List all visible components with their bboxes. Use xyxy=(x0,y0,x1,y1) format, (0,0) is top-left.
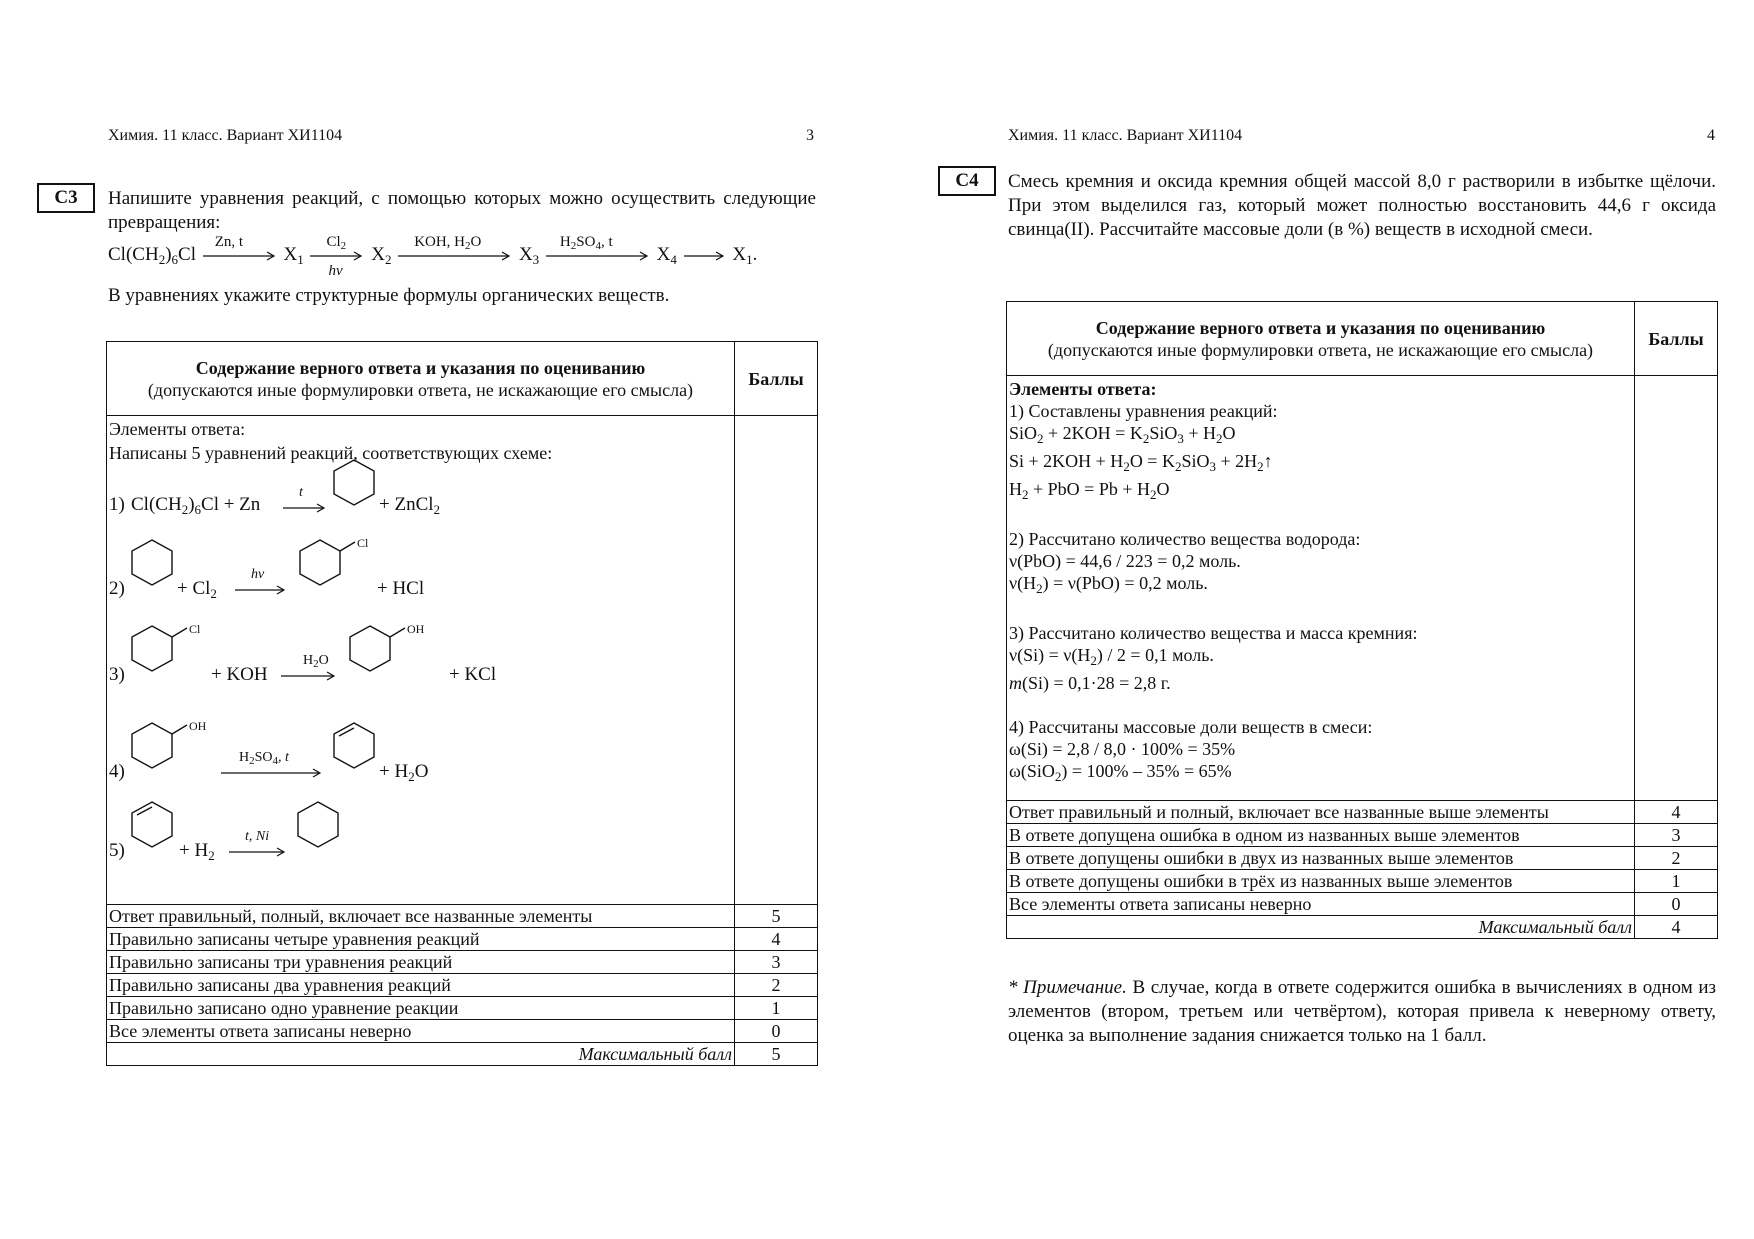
answer-elements: Элементы ответа: Написаны 5 уравнений реакций, соответствующих схеме: 1) $Cl(CH_2)_6Cl + Zn$ t + ZnCl$_2$ 2) + $Cl_2$ hν Cl + HCl 3) Cl + KOH $H_2O$ OH + KCl 4) OH $H_2SO_4$, t + $H_2O$ 5) + $H_2$ t, Ni xyxy=(107,416,735,905)
cyclohexane-icon xyxy=(129,538,175,588)
arrow-2: $Cl_2$ hν xyxy=(308,244,366,266)
task-label: C4 xyxy=(938,166,996,196)
page-header: Химия. 11 класс. Вариант ХИ1104 xyxy=(108,127,343,144)
footnote: * Примечание. В случае, когда в ответе содержится ошибка в вычислениях в одном из элементов (втором, третьем или четвёртом), которая привела к неверному ответу, оценка за выполнение задания снижается только на 1 балл. xyxy=(1008,977,1717,1046)
answer-elements: Элементы ответа: 1) Составлены уравнения реакций: $SiO_2 + 2KOH = K_2SiO_3 + H_2O$ $Si + 2KOH + H_2O = K_2SiO_3$ + $2H_2↑$ $H_2$ + PbO = $Pb + H_2O$ 2) Рассчитано количество вещества водорода: ν(PbO) = 44,6 / 223 = 0,2 моль. $\nu(H_2) = \nu(PbO) = 0,2$ моль. 3) Рассчитано количество вещества и масса кремния: $\nu(Si) = \nu(H_2) / 2 = 0,1$ моль. m(Si) = 0,1·28 = 2,8 г. 4) Рассчитаны массовые доли веществ в смеси: ω(Si) = 2,8 / 8,0 · 100% = 35% ω(SiO$_2$) = 100% – 35% = 65% xyxy=(1007,376,1635,801)
arrow-1: Zn, t xyxy=(201,244,279,266)
score-row: В ответе допущена ошибка в одном из названных выше элементов 3 xyxy=(1007,824,1718,847)
score-row: Правильно записаны три уравнения реакций 3 xyxy=(107,951,818,974)
page-number: 3 xyxy=(806,127,814,144)
task-label: C3 xyxy=(37,183,95,213)
cyclohexene-icon xyxy=(129,800,175,850)
table-header: Содержание верного ответа и указания по оцениванию (допускаются иные формулировки ответа, не искажающие его смысла) xyxy=(1007,302,1635,376)
task-text: Смесь кремния и оксида кремния общей массой 8,0 г растворили в избытке щёлочи. При этом выделился газ, который может полностью восстановить 44,6 г оксида свинца(II). Рассчитайте массовые доли (в %) веществ в исходной смеси. xyxy=(1008,171,1716,240)
max-score-row: Максимальный балл 5 xyxy=(107,1043,818,1066)
score-row: В ответе допущены ошибки в трёх из названных выше элементов 1 xyxy=(1007,870,1718,893)
task-text: Напишите уравнения реакций, с помощью которых можно осуществить следующие превращения: xyxy=(108,188,816,233)
reaction-1: $SiO_2 + 2KOH = K_2SiO_3 + H_2O$ xyxy=(1009,423,1236,446)
answer-table-c4 xyxy=(1006,301,1718,939)
score-row: Ответ правильный, полный, включает все названные элементы 5 xyxy=(107,905,818,928)
task-instruction: В уравнениях укажите структурные формулы органических веществ. xyxy=(108,285,670,306)
arrow-5 xyxy=(682,244,728,266)
score-row: В ответе допущены ошибки в двух из названных выше элементов 2 xyxy=(1007,847,1718,870)
score-row: Правильно записано одно уравнение реакции 1 xyxy=(107,997,818,1020)
score-row: Все элементы ответа записаны неверно 0 xyxy=(1007,893,1718,916)
points-header: Баллы xyxy=(1635,302,1718,376)
cyclohexane-icon xyxy=(331,458,377,508)
answer-table-c3 xyxy=(106,341,818,1066)
table-header: Содержание верного ответа и указания по оцениванию (допускаются иные формулировки ответа, не искажающие его смысла) xyxy=(107,342,735,416)
reaction-2: $Si + 2KOH + H_2O = K_2SiO_3$ + $2H_2↑$ xyxy=(1009,451,1273,474)
reaction-scheme: $Cl(CH_2)_6Cl$ Zn, t $X_1$ $Cl_2$ hν $X_2$ KOH, $H_2O$ $X_3$ $H_2SO_4$, t $X_4$ $X_1$. xyxy=(108,234,758,279)
score-row: Правильно записаны два уравнения реакций 2 xyxy=(107,974,818,997)
points-header: Баллы xyxy=(735,342,818,416)
max-score-row: Максимальный балл 4 xyxy=(1007,916,1718,939)
page-header: Химия. 11 класс. Вариант ХИ1104 xyxy=(1008,127,1243,144)
cyclohexene-icon xyxy=(331,721,377,771)
page-right xyxy=(877,0,1754,1239)
score-row: Правильно записаны четыре уравнения реакций 4 xyxy=(107,928,818,951)
arrow-4: $H_2SO_4$, t xyxy=(544,244,652,266)
arrow-3: KOH, $H_2O$ xyxy=(396,244,514,266)
cyclohexane-icon xyxy=(295,800,341,850)
reaction-3: $H_2$ + PbO = $Pb + H_2O$ xyxy=(1009,479,1170,502)
score-row: Ответ правильный и полный, включает все названные выше элементы 4 xyxy=(1007,801,1718,824)
score-row: Все элементы ответа записаны неверно 0 xyxy=(107,1020,818,1043)
page-number: 4 xyxy=(1707,127,1715,144)
